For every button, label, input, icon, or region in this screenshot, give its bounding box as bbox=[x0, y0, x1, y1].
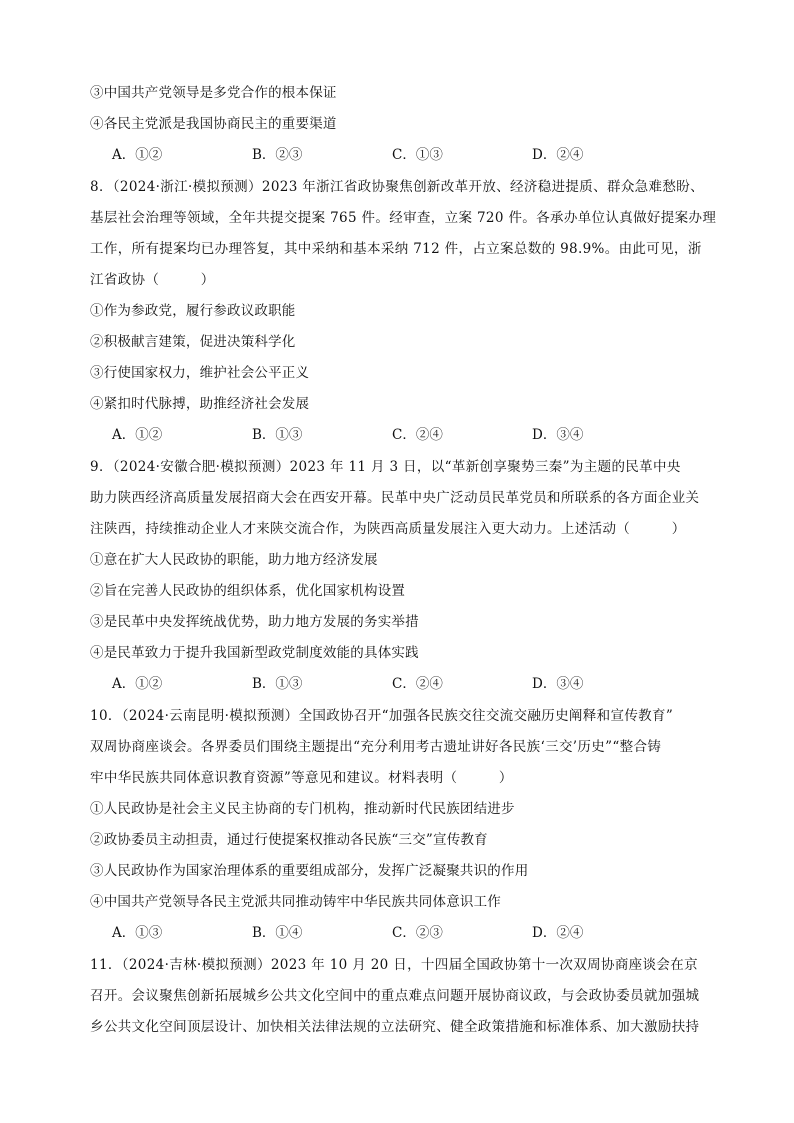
question-9 bbox=[90, 452, 710, 700]
option-b: B．①④ bbox=[252, 925, 303, 941]
statement: ④是民革致力于提升我国新型政党制度效能的具体实践 bbox=[90, 645, 419, 661]
option-a: A．①② bbox=[112, 676, 163, 692]
stem-line: 10．（2024·云南昆明·模拟预测）全国政协召开“加强各民族交往交流交融历史阐释和宣传教育” bbox=[90, 708, 674, 724]
statement: ②政协委员主动担责，通过行使提案权推动各民族“三交”宣传教育 bbox=[90, 832, 488, 848]
answer-options bbox=[90, 420, 710, 451]
option-d: D．②④ bbox=[532, 147, 584, 163]
question-8 bbox=[90, 172, 717, 451]
statement: ②积极献言建策，促进决策科学化 bbox=[90, 334, 296, 350]
question-7-tail bbox=[90, 78, 710, 171]
question-10 bbox=[90, 701, 710, 949]
answer-options bbox=[90, 669, 710, 700]
stem-line: 江省政协（ ） bbox=[90, 272, 215, 288]
stem-line: 助力陕西经济高质量发展招商大会在西安开幕。民革中央广泛动员民革党员和所联系的各方面企业关 bbox=[90, 490, 700, 506]
statement: ④各民主党派是我国协商民主的重要渠道 bbox=[90, 116, 337, 132]
question-stem bbox=[90, 452, 710, 545]
option-a: A．①③ bbox=[112, 925, 163, 941]
statement: ④紧扣时代脉搏，助推经济社会发展 bbox=[90, 396, 310, 412]
stem-line: 8．（2024·浙江·模拟预测）2023 年浙江省政协聚焦创新改革开放、经济稳进提质、群众急难愁盼、 bbox=[90, 179, 704, 195]
option-d: D．③④ bbox=[532, 427, 584, 443]
statement: ①作为参政党，履行参政议政职能 bbox=[90, 303, 296, 319]
stem-line: 基层社会治理等领域，全年共提交提案 765 件。经审查，立案 720 件。各承办单位认真做好提案办理 bbox=[90, 210, 717, 226]
option-d: D．③④ bbox=[532, 676, 584, 692]
statement: ③中国共产党领导是多党合作的根本保证 bbox=[90, 85, 337, 101]
answer-options bbox=[90, 918, 710, 949]
stem-line: 乡公共文化空间顶层设计、加快相关法律法规的立法研究、健全政策措施和标准体系、加大激励扶持 bbox=[90, 1019, 700, 1035]
option-d: D．②④ bbox=[532, 925, 584, 941]
option-a: A．①② bbox=[112, 147, 163, 163]
exam-page bbox=[90, 78, 717, 1043]
stem-line: 双周协商座谈会。各界委员们围绕主题提出“充分利用考古遗址讲好各民族‘三交’历史”“整合铸 bbox=[90, 739, 662, 755]
stem-line: 注陕西，持续推动企业人才来陕交流合作，为陕西高质量发展注入更大动力。上述活动（ ） bbox=[90, 521, 686, 537]
statement: ③人民政协作为国家治理体系的重要组成部分，发挥广泛凝聚共识的作用 bbox=[90, 863, 529, 879]
option-c: C．②④ bbox=[392, 676, 443, 692]
option-a: A．①② bbox=[112, 427, 163, 443]
stem-line: 召开。会议聚焦创新拓展城乡公共文化空间中的重点难点问题开展协商议政，与会政协委员就加强城 bbox=[90, 988, 700, 1004]
option-c: C．②④ bbox=[392, 427, 443, 443]
option-b: B．②③ bbox=[252, 147, 303, 163]
statement: ③是民革中央发挥统战优势，助力地方发展的务实举措 bbox=[90, 614, 419, 630]
question-11 bbox=[90, 950, 710, 1043]
statement: ①人民政协是社会主义民主协商的专门机构，推动新时代民族团结进步 bbox=[90, 801, 515, 817]
statement: ③行使国家权力，维护社会公平正义 bbox=[90, 365, 310, 381]
option-b: B．①③ bbox=[252, 427, 303, 443]
option-c: C．①③ bbox=[392, 147, 443, 163]
question-stem bbox=[90, 172, 717, 296]
option-b: B．①③ bbox=[252, 676, 303, 692]
question-stem bbox=[90, 701, 710, 794]
statement: ④中国共产党领导各民主党派共同推动铸牢中华民族共同体意识工作 bbox=[90, 894, 501, 910]
stem-line: 9．（2024·安徽合肥·模拟预测）2023 年 11 月 3 日，以“革新创享聚势三秦”为主题的民革中央 bbox=[90, 459, 681, 475]
option-c: C．②③ bbox=[392, 925, 443, 941]
stem-line: 11．（2024·吉林·模拟预测）2023 年 10 月 20 日，十四届全国政协第十一次双周协商座谈会在京 bbox=[90, 957, 698, 973]
question-stem bbox=[90, 950, 710, 1043]
answer-options bbox=[90, 140, 710, 171]
stem-line: 工作，所有提案均已办理答复，其中采纳和基本采纳 712 件，占立案总数的 98.9%。由此可见，浙 bbox=[90, 241, 702, 257]
statement: ①意在扩大人民政协的职能，助力地方经济发展 bbox=[90, 552, 378, 568]
statement: ②旨在完善人民政协的组织体系，优化国家机构设置 bbox=[90, 583, 406, 599]
stem-line: 牢中华民族共同体意识教育资源”等意见和建议。材料表明（ ） bbox=[90, 770, 513, 786]
